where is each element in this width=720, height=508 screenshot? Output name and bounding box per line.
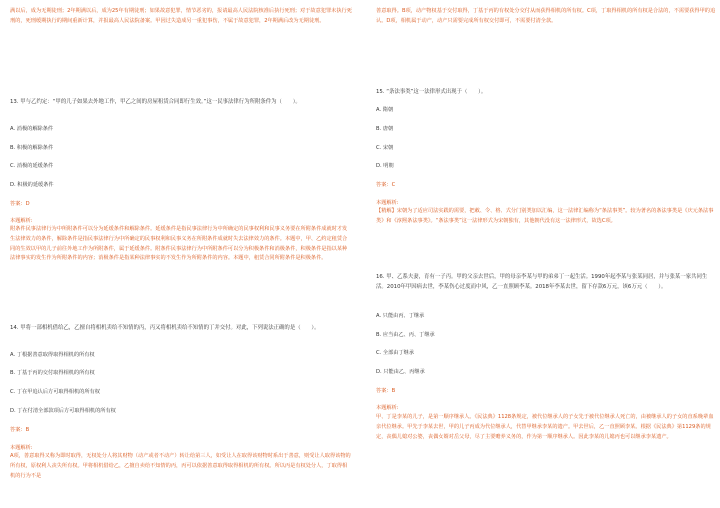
q14-option-c: C. 丁在甲追认后方可取得相机的所有权	[10, 389, 100, 395]
q16-explanation: 甲、丁是李某的儿子，是第一顺序继承人。《民法典》1128条规定，被代位继承人的子女先于被代位继承人死亡的，由被继承人的子女的直系晚辈血亲代位继承。甲先于李某去世，甲的儿子丙成为代位继承人，代替甲继承李某的遗产。甲去世后，乙一直照顾李某。根据《民法典》第1129条的规定，丧偶儿媳对公婆，丧偶女婿对岳父母，尽了主要赡养义务的，作为第一顺序继承人。因此李某的儿媳丙也可以继承李某遗产。	[376, 414, 714, 440]
q16-explanation-heading: 本题解析:	[376, 405, 399, 411]
q15-answer: 答案：C	[376, 182, 396, 188]
right-top-text: 善意取得。B项，动产物权基于交付取得，丁基于丙的有权处分交付从而获得相机的所有权。C项，丁取得相机的所有权是合法的，不需要获得甲的追认。D项，相机属于动产，动产只需要完成所有权交付即可，不需要付清全款。	[376, 8, 716, 24]
q13-answer: 答案：D	[10, 201, 30, 207]
q15-option-c: C. 宋朝	[376, 145, 394, 151]
question-14-stem: 14. 甲将一部相机借给乙，乙擅自将相机卖给不知情的丙，丙又将相机卖给不知情的丁并交付。对此，下列说法正确的是（ ）。	[10, 325, 320, 331]
q16-option-a: A. 只能由丙、丁继承	[376, 313, 425, 319]
q14-explanation-heading: 本题解析:	[10, 445, 33, 451]
q14-explanation: A项，善意取得又称为即时取得，无权处分人将其财物（动产或者不动产）转让给第三人，如受让人在取得该财物时系出于善意，则受让人取得该物的所有权，原权利人丧失所有权。甲将相机借给乙，乙擅自卖给不知情的丙，丙可以依据善意取得取得相机的所有权。所以丙是有权处分人，丁取得相机的行为不是	[10, 453, 351, 479]
question-13-stem: 13. 甲与乙约定：“甲的儿子如果去外地工作，甲乙之间的房屋租赁合同即行生效。”这一民事法律行为所附条件为（ ）。	[10, 99, 301, 105]
q13-option-b: B. 积极的解除条件	[10, 145, 54, 151]
q13-explanation: 附条件民事法律行为中所附条件可以分为延缓条件和解除条件。延缓条件是指民事法律行为中所确定的民事权利和民事义务要在所附条件成就时才发生法律效力的条件，解除条件是指民事法律行为中所确定的民事权利和民事义务在所附条件成就时失去法律效力的条件。本题中，甲、乙约定租赁合同的生效以甲的儿子前往外地工作为所附条件，属于延缓条件。附条件民事法律行为中所附条件可以分为积极条件和消极条件，积极条件是指以某种法律事实的发生作为所附条件的内容；消极条件是指某种法律事实的不发生作为所附条件的内容。本题中，租赁合同所附条件是积极条件。	[10, 226, 348, 262]
q14-option-d: D. 丁在付清全部款项后方可取得相机的所有权	[10, 408, 116, 414]
q15-option-a: A. 隋朝	[376, 107, 394, 113]
q15-option-d: D. 明朝	[376, 163, 394, 169]
q16-option-b: B. 应当由乙、丙、丁继承	[376, 332, 435, 338]
q16-option-c: C. 全部由丁继承	[376, 350, 415, 356]
q15-explanation: 【精解】宋朝为了适应司法实践的需要，把敕、令、格、式分门别类加以汇编，这一法律汇编称为“条法事类”。较为著名的条法事类是《庆元条法事类》和《淳熙条法事类》。“条法事类”这一法律形式为宋朝独有，其他朝代没有这一法律形式，故选C项。	[376, 208, 714, 224]
left-top-text: 满以后，成为无期徒刑；2年期满以后，成为25年有期徒刑；如果故意犯罪，情节恶劣的，报请最高人民法院核准后执行死刑；对于故意犯罪未执行死刑的，死刑缓期执行的期间重新计算，并报最高人民法院备案。甲因过失造成另一重犯事伤，不属于故意犯罪，2年期满后改为无期徒刑。	[10, 8, 352, 24]
left-column	[0, 0, 350, 508]
q14-answer: 答案：B	[10, 427, 30, 433]
q15-option-b: B. 唐朝	[376, 126, 394, 132]
q13-explanation-heading: 本题解析:	[10, 218, 33, 224]
q13-option-c: C. 消极的延缓条件	[10, 163, 54, 169]
right-column	[366, 0, 716, 508]
question-15-stem: 15. “条法事类”这一法律形式出现于（ ）。	[376, 89, 487, 95]
q16-answer: 答案：B	[376, 388, 396, 394]
q13-option-a: A. 消极的解除条件	[10, 126, 54, 132]
q14-option-a: A. 丁根据善意取得取得相机的所有权	[10, 352, 95, 358]
q13-option-d: D. 积极的延缓条件	[10, 182, 54, 188]
q15-explanation-heading: 本题解析:	[376, 200, 399, 206]
question-16-stem: 16. 甲、乙系夫妻，育有一子丙。甲的父亲去世后，甲的母亲李某与甲的弟弟丁一起生活。1990年起李某与张某同居，并与张某一家共同生活。2010年甲因病去世，李某伤心过度而中风，乙一直照顾李某。2018年李某去世，留下存款6万元，该6万元（ ）。	[376, 274, 708, 290]
q16-option-d: D. 只能由乙、丙继承	[376, 369, 425, 375]
q14-option-b: B. 丁基于丙的交付取得相机的所有权	[10, 370, 95, 376]
